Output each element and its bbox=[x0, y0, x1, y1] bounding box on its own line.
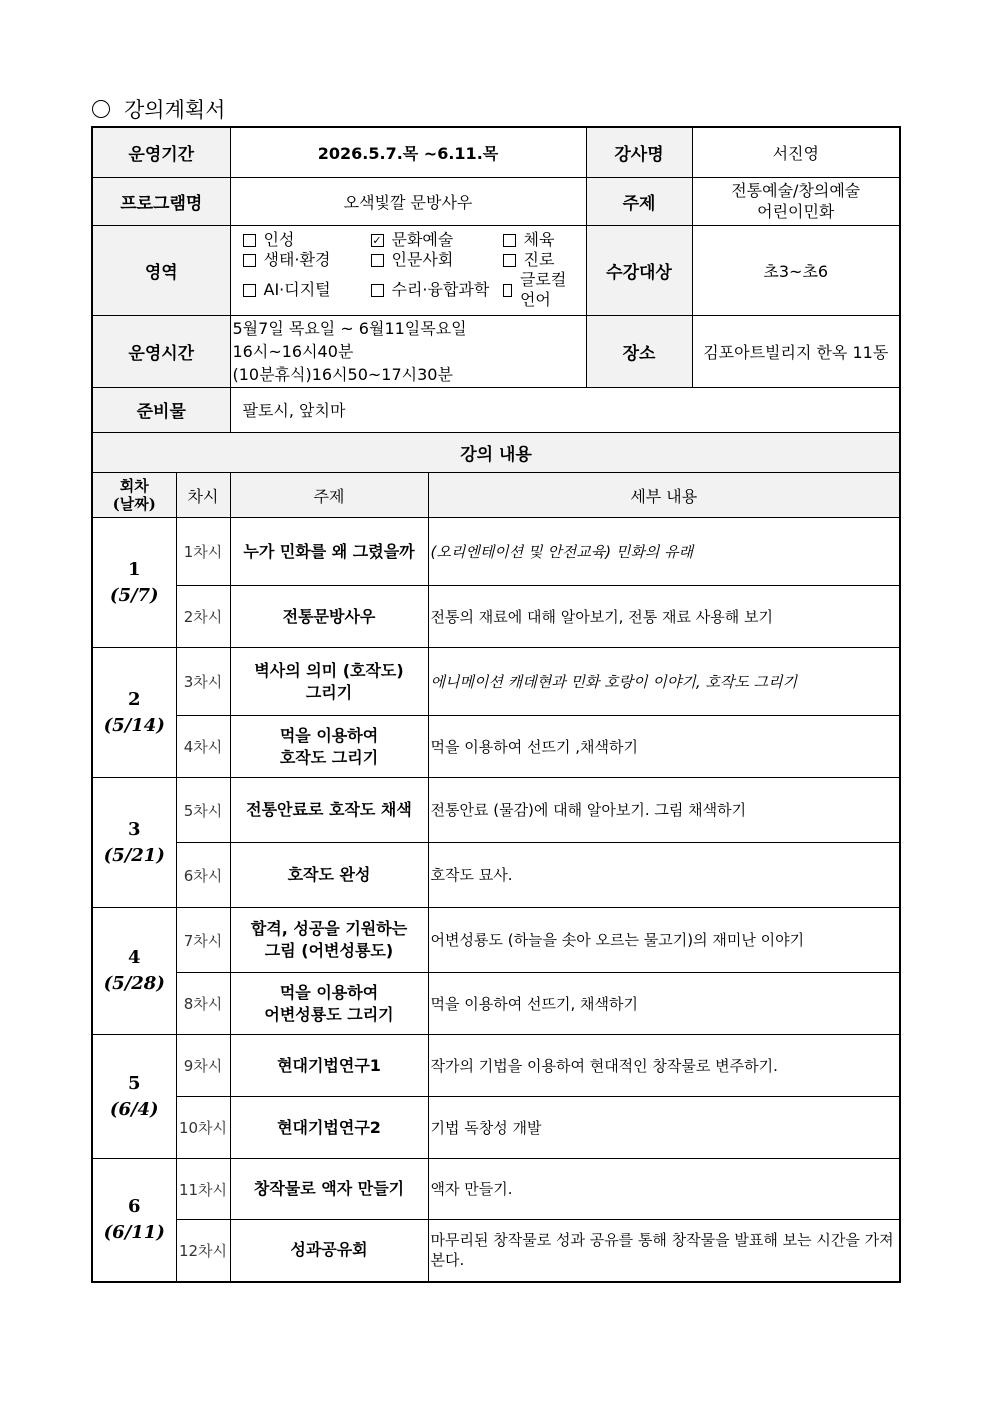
topic-line: 먹을 이용하여 bbox=[279, 725, 379, 745]
area-checkbox[interactable] bbox=[371, 230, 503, 250]
area-checkbox[interactable] bbox=[371, 250, 503, 270]
area-checkbox-label: 인문사회 bbox=[391, 250, 454, 269]
chasi-cell: 5차시 bbox=[176, 778, 230, 843]
topic-cell bbox=[230, 716, 428, 778]
area-checkbox[interactable] bbox=[371, 270, 503, 310]
session-date: (5/7) bbox=[109, 584, 159, 606]
area-checkbox[interactable] bbox=[503, 230, 573, 250]
time-line-3: (10분휴식)16시50~17시30분 bbox=[232, 364, 453, 384]
subject-value bbox=[692, 177, 900, 225]
topic-line: 합격, 성공을 기원하는 bbox=[250, 919, 408, 938]
session-number: 4 bbox=[127, 947, 141, 968]
topic-cell bbox=[230, 586, 428, 648]
col-session-line-1: 회차 bbox=[119, 477, 149, 495]
checkbox-icon bbox=[503, 284, 512, 297]
detail-cell: 에니메이션 캐데현과 민화 호랑이 이야기, 호작도 그리기 bbox=[428, 648, 900, 716]
program-value: 오색빛깔 문방사우 bbox=[230, 177, 586, 225]
topic-cell bbox=[230, 1035, 428, 1097]
supplies-label: 준비물 bbox=[92, 387, 230, 433]
chasi-cell: 11차시 bbox=[176, 1159, 230, 1220]
topic-cell bbox=[230, 1220, 428, 1282]
detail-cell: (오리엔테이션 및 안전교육) 민화의 유래 bbox=[428, 518, 900, 586]
area-checkbox-group bbox=[230, 225, 586, 315]
time-line-1: 5월7일 목요일 ~ 6월11일목요일 bbox=[232, 318, 467, 338]
topic-line: 현대기법연구1 bbox=[277, 1055, 381, 1075]
plan-body bbox=[92, 518, 900, 1282]
subject-label: 주제 bbox=[586, 177, 692, 225]
table-row bbox=[92, 586, 900, 648]
instructor-label: 강사명 bbox=[586, 127, 692, 177]
document-title bbox=[92, 94, 225, 124]
topic-line: 전통안료로 호작도 채색 bbox=[246, 800, 412, 819]
topic-cell bbox=[230, 908, 428, 973]
checkbox-icon bbox=[503, 254, 516, 267]
topic-cell bbox=[230, 843, 428, 908]
area-row bbox=[243, 250, 586, 270]
program-label: 프로그램명 bbox=[92, 177, 230, 225]
col-session-line-2: (날짜) bbox=[112, 495, 156, 513]
table-row bbox=[92, 973, 900, 1035]
chasi-cell: 2차시 bbox=[176, 586, 230, 648]
session-number: 5 bbox=[127, 1072, 141, 1094]
session-date: (5/14) bbox=[103, 714, 165, 736]
detail-cell: 기법 독창성 개발 bbox=[428, 1097, 900, 1159]
table-row bbox=[92, 908, 900, 973]
time-value bbox=[230, 315, 586, 387]
topic-line: 누가 민화를 왜 그렸을까 bbox=[243, 541, 415, 561]
session-number: 2 bbox=[127, 688, 141, 710]
table-row bbox=[92, 1159, 900, 1220]
detail-cell: 작가의 기법을 이용하여 현대적인 창작물로 변주하기. bbox=[428, 1035, 900, 1097]
checkbox-icon bbox=[243, 284, 256, 297]
time-line-2: 16시~16시40분 bbox=[232, 341, 354, 361]
session-cell bbox=[92, 1035, 176, 1159]
table-row bbox=[92, 1035, 900, 1097]
area-checkbox-label: 체육 bbox=[523, 230, 555, 249]
area-checkbox-label: AI·디지털 bbox=[263, 280, 331, 299]
topic-cell bbox=[230, 1159, 428, 1220]
area-checkbox[interactable] bbox=[243, 250, 371, 270]
topic-cell bbox=[230, 648, 428, 716]
topic-line: 전통문방사우 bbox=[282, 606, 376, 626]
chasi-cell: 3차시 bbox=[176, 648, 230, 716]
detail-cell: 액자 만들기. bbox=[428, 1159, 900, 1220]
section-title: 강의 내용 bbox=[92, 433, 900, 473]
time-label: 운영시간 bbox=[92, 315, 230, 387]
session-date: (5/28) bbox=[103, 973, 165, 994]
period-value: 2026.5.7.목 ~6.11.목 bbox=[230, 127, 586, 177]
col-detail: 세부 내용 bbox=[428, 473, 900, 518]
place-value: 김포아트빌리지 한옥 11동 bbox=[692, 315, 900, 387]
table-row bbox=[92, 518, 900, 586]
session-number: 1 bbox=[127, 558, 141, 580]
period-label: 운영기간 bbox=[92, 127, 230, 177]
checkbox-icon bbox=[243, 234, 256, 247]
area-checkbox-label: 생태·환경 bbox=[263, 250, 331, 269]
area-checkbox-label: 문화예술 bbox=[391, 230, 454, 249]
area-checkbox-label: 인성 bbox=[263, 230, 295, 249]
topic-line: 현대기법연구2 bbox=[277, 1117, 381, 1137]
area-checkbox[interactable] bbox=[503, 250, 573, 270]
detail-cell: 어변성룡도 (하늘을 솟아 오르는 물고기)의 재미난 이야기 bbox=[428, 908, 900, 973]
topic-line: 그리기 bbox=[305, 682, 353, 702]
session-number: 3 bbox=[127, 818, 141, 840]
topic-cell bbox=[230, 518, 428, 586]
chasi-cell: 4차시 bbox=[176, 716, 230, 778]
detail-cell: 먹을 이용하여 선뜨기, 채색하기 bbox=[428, 973, 900, 1035]
checkbox-icon bbox=[503, 234, 516, 247]
session-date: (5/21) bbox=[103, 844, 165, 866]
topic-line: 창작물로 액자 만들기 bbox=[253, 1179, 405, 1198]
chasi-cell: 12차시 bbox=[176, 1220, 230, 1282]
session-date: (6/4) bbox=[109, 1098, 159, 1120]
detail-cell: 먹을 이용하여 선뜨기 ,채색하기 bbox=[428, 716, 900, 778]
area-row bbox=[243, 270, 586, 310]
detail-cell: 마무리된 창작물로 성과 공유를 통해 창작물을 발표해 보는 시간을 가져본다. bbox=[428, 1220, 900, 1282]
topic-cell bbox=[230, 973, 428, 1035]
topic-line: 호작도 완성 bbox=[287, 865, 371, 884]
session-cell bbox=[92, 648, 176, 778]
topic-line: 먹을 이용하여 bbox=[279, 982, 379, 1002]
table-row bbox=[92, 778, 900, 843]
area-checkbox-label: 수리·융합과학 bbox=[391, 280, 490, 299]
session-cell bbox=[92, 518, 176, 648]
topic-cell bbox=[230, 1097, 428, 1159]
chasi-cell: 7차시 bbox=[176, 908, 230, 973]
session-cell bbox=[92, 908, 176, 1035]
subject-line-2: 어린이민화 bbox=[757, 202, 835, 221]
detail-cell: 호작도 묘사. bbox=[428, 843, 900, 908]
checked-box-icon: ✓ bbox=[372, 233, 382, 247]
topic-line: 호작도 그리기 bbox=[279, 747, 379, 767]
table-row bbox=[92, 843, 900, 908]
session-number: 6 bbox=[127, 1195, 141, 1217]
area-row bbox=[243, 230, 586, 250]
chasi-cell: 8차시 bbox=[176, 973, 230, 1035]
checkbox-icon bbox=[371, 284, 384, 297]
supplies-value: 팔토시, 앞치마 bbox=[230, 387, 900, 433]
title-text: 강의계획서 bbox=[124, 98, 226, 122]
chasi-cell: 10차시 bbox=[176, 1097, 230, 1159]
session-cell bbox=[92, 778, 176, 908]
instructor-value: 서진영 bbox=[692, 127, 900, 177]
session-cell bbox=[92, 1159, 176, 1282]
circle-bullet-icon bbox=[92, 100, 110, 118]
table-row bbox=[92, 648, 900, 716]
table-row bbox=[92, 1097, 900, 1159]
chasi-cell: 9차시 bbox=[176, 1035, 230, 1097]
subject-line-1: 전통예술/창의예술 bbox=[731, 181, 861, 200]
topic-cell bbox=[230, 778, 428, 843]
target-label: 수강대상 bbox=[586, 225, 692, 315]
area-checkbox[interactable] bbox=[243, 270, 371, 310]
checkbox-icon bbox=[243, 254, 256, 267]
plan-table bbox=[91, 432, 901, 1283]
area-checkbox-label: 진로 bbox=[523, 250, 555, 269]
area-checkbox[interactable] bbox=[503, 270, 573, 310]
chasi-cell: 1차시 bbox=[176, 518, 230, 586]
place-label: 장소 bbox=[586, 315, 692, 387]
table-row bbox=[92, 716, 900, 778]
checkbox-icon bbox=[371, 254, 384, 267]
col-topic: 주제 bbox=[230, 473, 428, 518]
info-table bbox=[91, 126, 901, 434]
area-label: 영역 bbox=[92, 225, 230, 315]
area-grid bbox=[231, 226, 586, 314]
target-value: 초3~초6 bbox=[692, 225, 900, 315]
detail-cell: 전통안료 (물감)에 대해 알아보기. 그림 채색하기 bbox=[428, 778, 900, 843]
detail-cell: 전통의 재료에 대해 알아보기, 전통 재료 사용해 보기 bbox=[428, 586, 900, 648]
col-session bbox=[92, 473, 176, 518]
table-row bbox=[92, 1220, 900, 1282]
chasi-cell: 6차시 bbox=[176, 843, 230, 908]
topic-line: 그림 (어변성룡도) bbox=[264, 941, 394, 960]
topic-line: 벽사의 의미 (호작도) bbox=[254, 660, 404, 680]
area-checkbox-label: 글로컬언어 bbox=[519, 270, 567, 309]
area-checkbox[interactable] bbox=[243, 230, 371, 250]
topic-line: 성과공유회 bbox=[290, 1240, 368, 1260]
topic-line: 어변성룡도 그리기 bbox=[264, 1004, 394, 1024]
session-date: (6/11) bbox=[103, 1221, 165, 1243]
col-chasi: 차시 bbox=[176, 473, 230, 518]
